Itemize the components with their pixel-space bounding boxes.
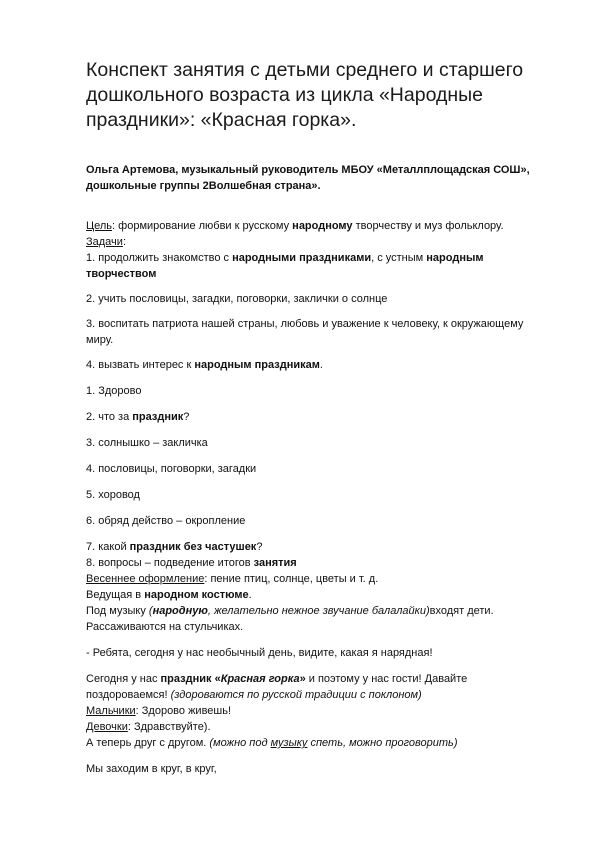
author-line: Ольга Артемова, музыкальный руководитель МБОУ «Металлплощадская СОШ», дошкольные группы 2Волшебная страна».	[86, 164, 530, 192]
host-paragraph	[86, 587, 545, 603]
task-4-text: 4. вызвать интерес к	[86, 359, 195, 371]
plan-item-5: 5. хоровод	[86, 489, 140, 501]
tasks-colon: :	[122, 236, 126, 248]
plan-7-end: ?	[256, 541, 263, 553]
girls-label: Девочки	[86, 721, 128, 733]
friend-italic-b: спеть, можно проговорить)	[307, 737, 458, 749]
plan-item-1: 1. Здорово	[86, 385, 142, 397]
friend-line	[86, 735, 545, 751]
tasks-label: Задачи	[86, 236, 123, 248]
music-paragraph	[86, 603, 545, 635]
today-text: Сегодня у нас	[86, 673, 161, 685]
goal-text-2: творчеству и муз фольклору.	[352, 220, 504, 232]
goal-label: Цель	[86, 220, 113, 232]
document-title: Конспект занятия с детьми среднего и старшего дошкольного возраста из цикла «Народные праздники»: «Красная горка».	[86, 59, 524, 131]
host-bold: народном костюме	[144, 589, 249, 601]
host-text: Ведущая в	[86, 589, 145, 601]
boys-line	[86, 703, 545, 719]
plan-8-bold: занятия	[253, 557, 297, 569]
plan-item-2	[86, 409, 545, 425]
today-italic: (здороваются по русской традиции с поклоном)	[170, 689, 422, 701]
boys-label: Мальчики	[86, 705, 136, 717]
friend-text: А теперь друг с другом.	[86, 737, 210, 749]
task-1	[86, 250, 545, 282]
music-bold-italic: народную	[152, 605, 208, 617]
task-4	[86, 357, 545, 373]
boys-text: : Здорово живешь!	[135, 705, 232, 717]
task-1-bold-b: народным творчеством	[86, 252, 484, 280]
speech-line-1: - Ребята, сегодня у нас необычный день, видите, какая я нарядная!	[86, 647, 433, 659]
today-bold-close: »	[299, 673, 306, 685]
friend-italic-a: (можно под	[209, 737, 271, 749]
plan-2-end: ?	[183, 411, 190, 423]
plan-2-text: 2. что за	[86, 411, 133, 423]
plan-2-bold: праздник	[132, 411, 184, 423]
circle-line: Мы заходим в круг, в круг,	[86, 763, 217, 775]
goal-bold: народному	[292, 220, 353, 232]
task-4-bold: народным праздникам	[194, 359, 320, 371]
girls-text: : Здравствуйте).	[127, 721, 211, 733]
host-end: .	[248, 589, 252, 601]
today-paragraph	[86, 671, 545, 703]
goal-paragraph	[86, 218, 545, 234]
decor-paragraph	[86, 571, 545, 587]
task-4-end: .	[319, 359, 323, 371]
task-1-bold-a: народными праздниками	[232, 252, 372, 264]
today-bold-italic: Красная горка	[220, 673, 300, 685]
plan-7-bold: праздник без частушек	[129, 541, 257, 553]
tasks-heading	[86, 234, 545, 250]
plan-7-text: 7. какой	[86, 541, 130, 553]
plan-item-6: 6. обряд действо – окропление	[86, 515, 246, 527]
plan-item-3: 3. солнышко – закличка	[86, 437, 208, 449]
music-text-2: входят дети. Рассаживаются на стульчиках.	[86, 605, 494, 633]
plan-item-4: 4. пословицы, поговорки, загадки	[86, 463, 257, 475]
today-bold: праздник «	[160, 673, 221, 685]
music-italic-open: (	[148, 605, 153, 617]
task-1-text-2: , с устным	[371, 252, 427, 264]
today-text-2: и поэтому у нас гости! Давайте поздороваемся!	[86, 673, 468, 701]
goal-text-1: : формирование любви к русскому	[112, 220, 293, 232]
music-text: Под музыку	[86, 605, 149, 617]
plan-item-7	[86, 539, 545, 555]
task-2: 2. учить пословицы, загадки, поговорки, заклички о солнце	[86, 293, 388, 305]
task-3: 3. воспитать патриота нашей страны, любовь и уважение к человеку, к окружающему миру.	[86, 318, 524, 346]
plan-8-text: 8. вопросы – подведение итогов	[86, 557, 254, 569]
task-1-text: 1. продолжить знакомство с	[86, 252, 233, 264]
decor-label: Весеннее оформление	[86, 573, 205, 585]
music-italic: , желательно нежное звучание балалайки)	[207, 605, 430, 617]
plan-item-8	[86, 555, 545, 571]
girls-line	[86, 719, 545, 735]
friend-italic-underlined: музыку	[270, 737, 308, 749]
decor-text: : пение птиц, солнце, цветы и т. д.	[204, 573, 379, 585]
